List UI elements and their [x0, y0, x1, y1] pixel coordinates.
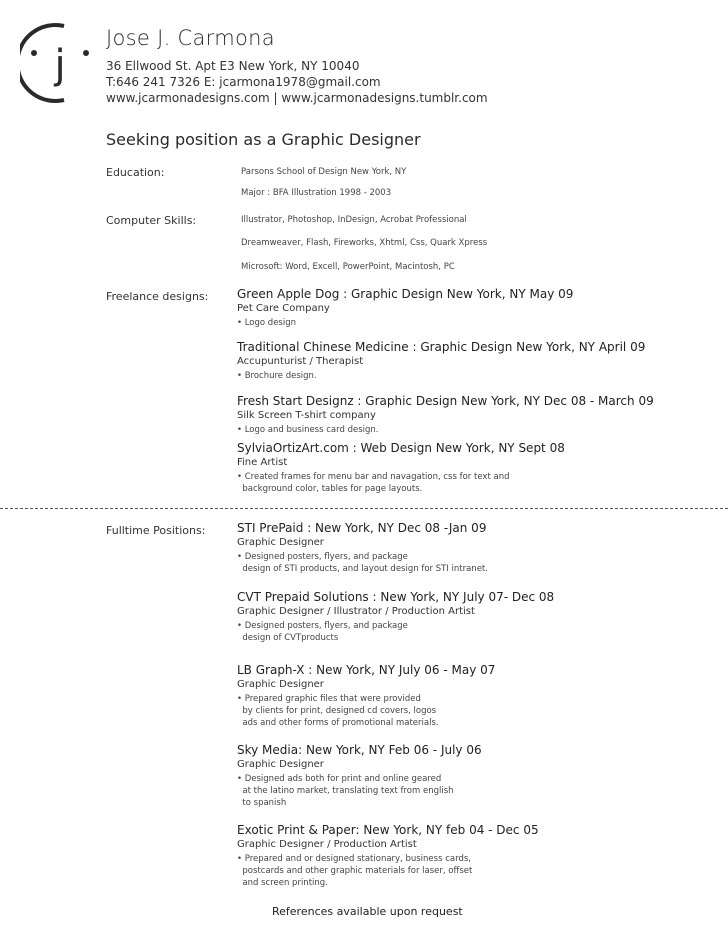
education-label: Education: [106, 166, 165, 179]
job-bullet: • Brochure design. [237, 371, 317, 381]
job-bullet: • Designed posters, flyers, and package design of CVTproducts [237, 621, 408, 643]
fulltime-job [237, 663, 495, 729]
freelance-job [237, 441, 565, 495]
address: 36 Ellwood St. Apt E3 New York, NY 10040 [106, 59, 360, 73]
job-role: Accupunturist / Therapist [237, 356, 364, 367]
job-role: Graphic Designer / Production Artist [237, 839, 417, 850]
job-bullet: • Designed posters, flyers, and package design of STI products, and layout design for STI intranet. [237, 552, 488, 574]
skills-line: Microsoft: Word, Excell, PowerPoint, Macintosh, PC [241, 262, 455, 272]
freelance-label: Freelance designs: [106, 290, 209, 303]
freelance-job [237, 394, 654, 436]
fulltime-job [237, 521, 488, 575]
fulltime-job [237, 823, 539, 889]
job-role: Graphic Designer / Illustrator / Production Artist [237, 606, 475, 617]
fulltime-job [237, 590, 554, 644]
education-major: Major : BFA Illustration 1998 - 2003 [241, 188, 392, 198]
skills-label: Computer Skills: [106, 214, 197, 227]
job-role: Graphic Designer [237, 679, 324, 690]
fulltime-label: Fulltime Positions: [106, 524, 206, 537]
fulltime-job [237, 743, 482, 809]
education-school: Parsons School of Design New York, NY [241, 167, 407, 177]
job-bullet: • Created frames for menu bar and navagation, css for text and background color, tables for page layouts. [237, 472, 510, 494]
job-title: Sky Media: New York, NY Feb 06 - July 06 [237, 743, 482, 757]
job-title: Fresh Start Designz : Graphic Design New York, NY Dec 08 - March 09 [237, 394, 654, 408]
job-bullet: • Designed ads both for print and online geared at the latino market, translating text from english to spanish [237, 774, 454, 808]
phone-email: T:646 241 7326 E: jcarmona1978@gmail.com [106, 75, 381, 89]
contact-block [106, 58, 488, 106]
job-bullet: • Prepared graphic files that were provided by clients for print, designed cd covers, logos ads and other forms of promotional materials. [237, 694, 439, 728]
job-bullet: • Prepared and or designed stationary, business cards, postcards and other graphic materials for laser, offset and screen printing. [237, 854, 473, 888]
skills-line: Dreamweaver, Flash, Fireworks, Xhtml, Css, Quark Xpress [241, 238, 488, 248]
job-role: Pet Care Company [237, 303, 330, 314]
svg-text:j: j [54, 42, 66, 88]
objective: Seeking position as a Graphic Designer [106, 130, 421, 149]
job-title: Traditional Chinese Medicine : Graphic Design New York, NY April 09 [237, 340, 646, 354]
references-note: References available upon request [272, 905, 463, 918]
section-divider [0, 508, 728, 509]
job-role: Graphic Designer [237, 759, 324, 770]
websites[interactable]: www.jcarmonadesigns.com | www.jcarmonadesigns.tumblr.com [106, 91, 488, 105]
freelance-job [237, 287, 573, 329]
job-bullet: • Logo design [237, 318, 296, 328]
job-bullet: • Logo and business card design. [237, 425, 379, 435]
logo [20, 20, 100, 106]
job-title: STI PrePaid : New York, NY Dec 08 -Jan 09 [237, 521, 487, 535]
job-title: SylviaOrtizArt.com : Web Design New York, NY Sept 08 [237, 441, 565, 455]
candidate-name: Jose J. Carmona [106, 26, 275, 50]
job-title: Exotic Print & Paper: New York, NY feb 04 - Dec 05 [237, 823, 539, 837]
job-role: Silk Screen T-shirt company [237, 410, 376, 421]
logo-mark [20, 20, 100, 106]
job-role: Fine Artist [237, 457, 288, 468]
job-title: Green Apple Dog : Graphic Design New York, NY May 09 [237, 287, 574, 301]
job-title: CVT Prepaid Solutions : New York, NY July 07- Dec 08 [237, 590, 555, 604]
skills-line: Illustrator, Photoshop, InDesign, Acrobat Professional [241, 215, 467, 225]
job-title: LB Graph-X : New York, NY July 06 - May 07 [237, 663, 496, 677]
job-role: Graphic Designer [237, 537, 324, 548]
freelance-job [237, 340, 645, 382]
